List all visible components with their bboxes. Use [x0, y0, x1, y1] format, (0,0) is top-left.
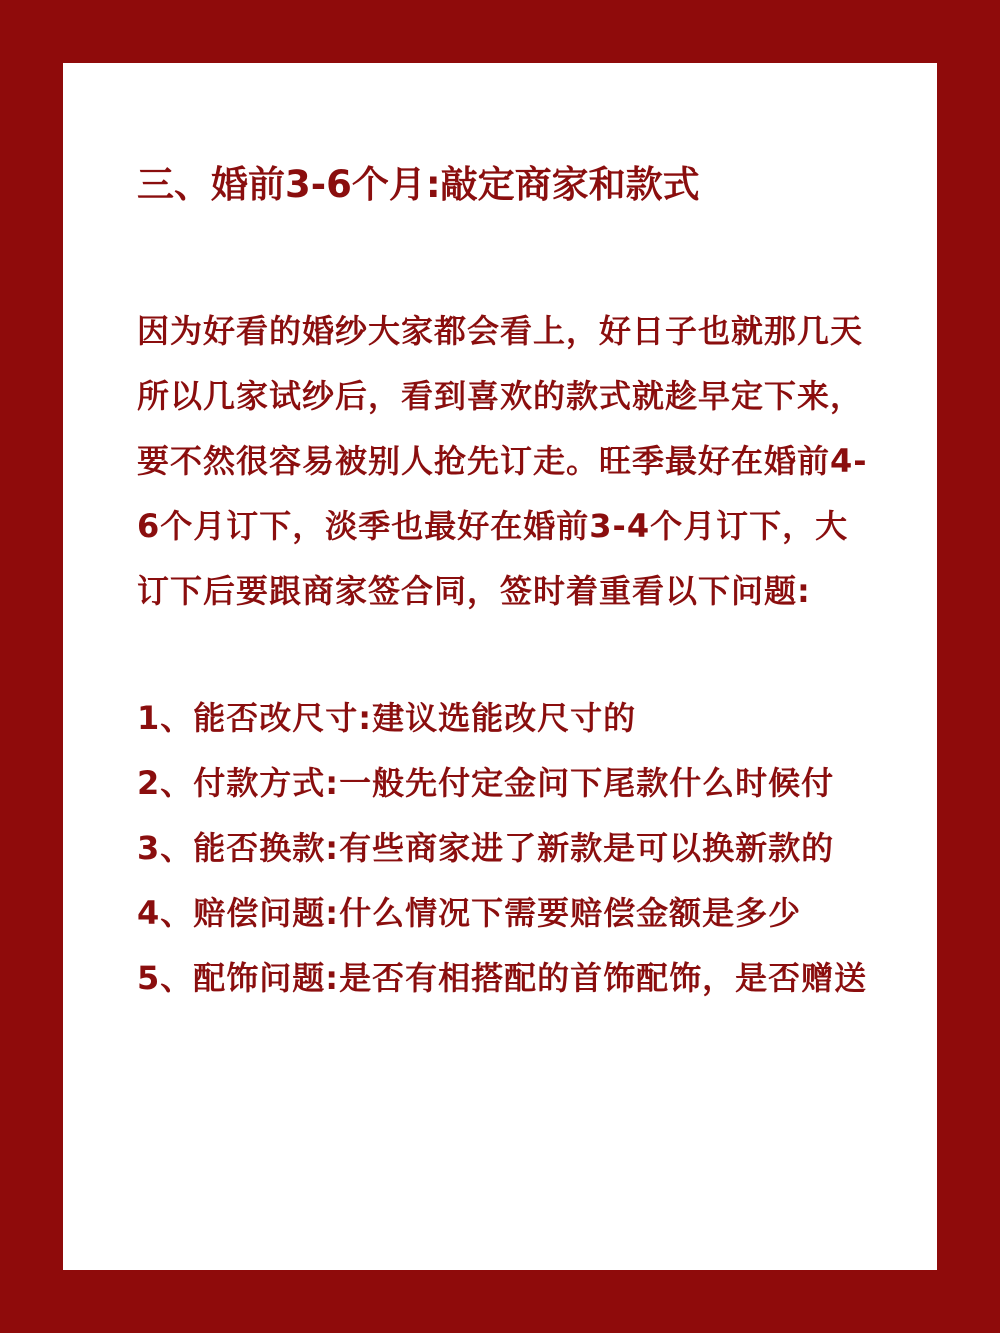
article-content	[137, 161, 877, 1011]
checklist	[137, 686, 877, 1011]
checklist-item-4: 4、赔偿问题:什么情况下需要赔偿金额是多少	[137, 894, 802, 932]
section-heading: 三、婚前3-6个月:敲定商家和款式	[137, 163, 700, 206]
checklist-item-3: 3、能否换款:有些商家进了新款是可以换新款的	[137, 829, 835, 867]
intro-paragraph: 因为好看的婚纱大家都会看上，好日子也就那几天所以几家试纱后，看到喜欢的款式就趁早定下来，要不然很容易被别人抢先订走。旺季最好在婚前4-6个月订下，淡季也最好在婚前3-4个月订下，大订下后要跟商家签合同，签时着重看以下问题:	[137, 312, 868, 610]
content-card	[63, 63, 937, 1270]
checklist-item-2: 2、付款方式:一般先付定金问下尾款什么时候付	[137, 764, 835, 802]
checklist-item-5: 5、配饰问题:是否有相搭配的首饰配饰，是否赠送	[137, 959, 868, 997]
checklist-item-1: 1、能否改尺寸:建议选能改尺寸的	[137, 699, 637, 737]
